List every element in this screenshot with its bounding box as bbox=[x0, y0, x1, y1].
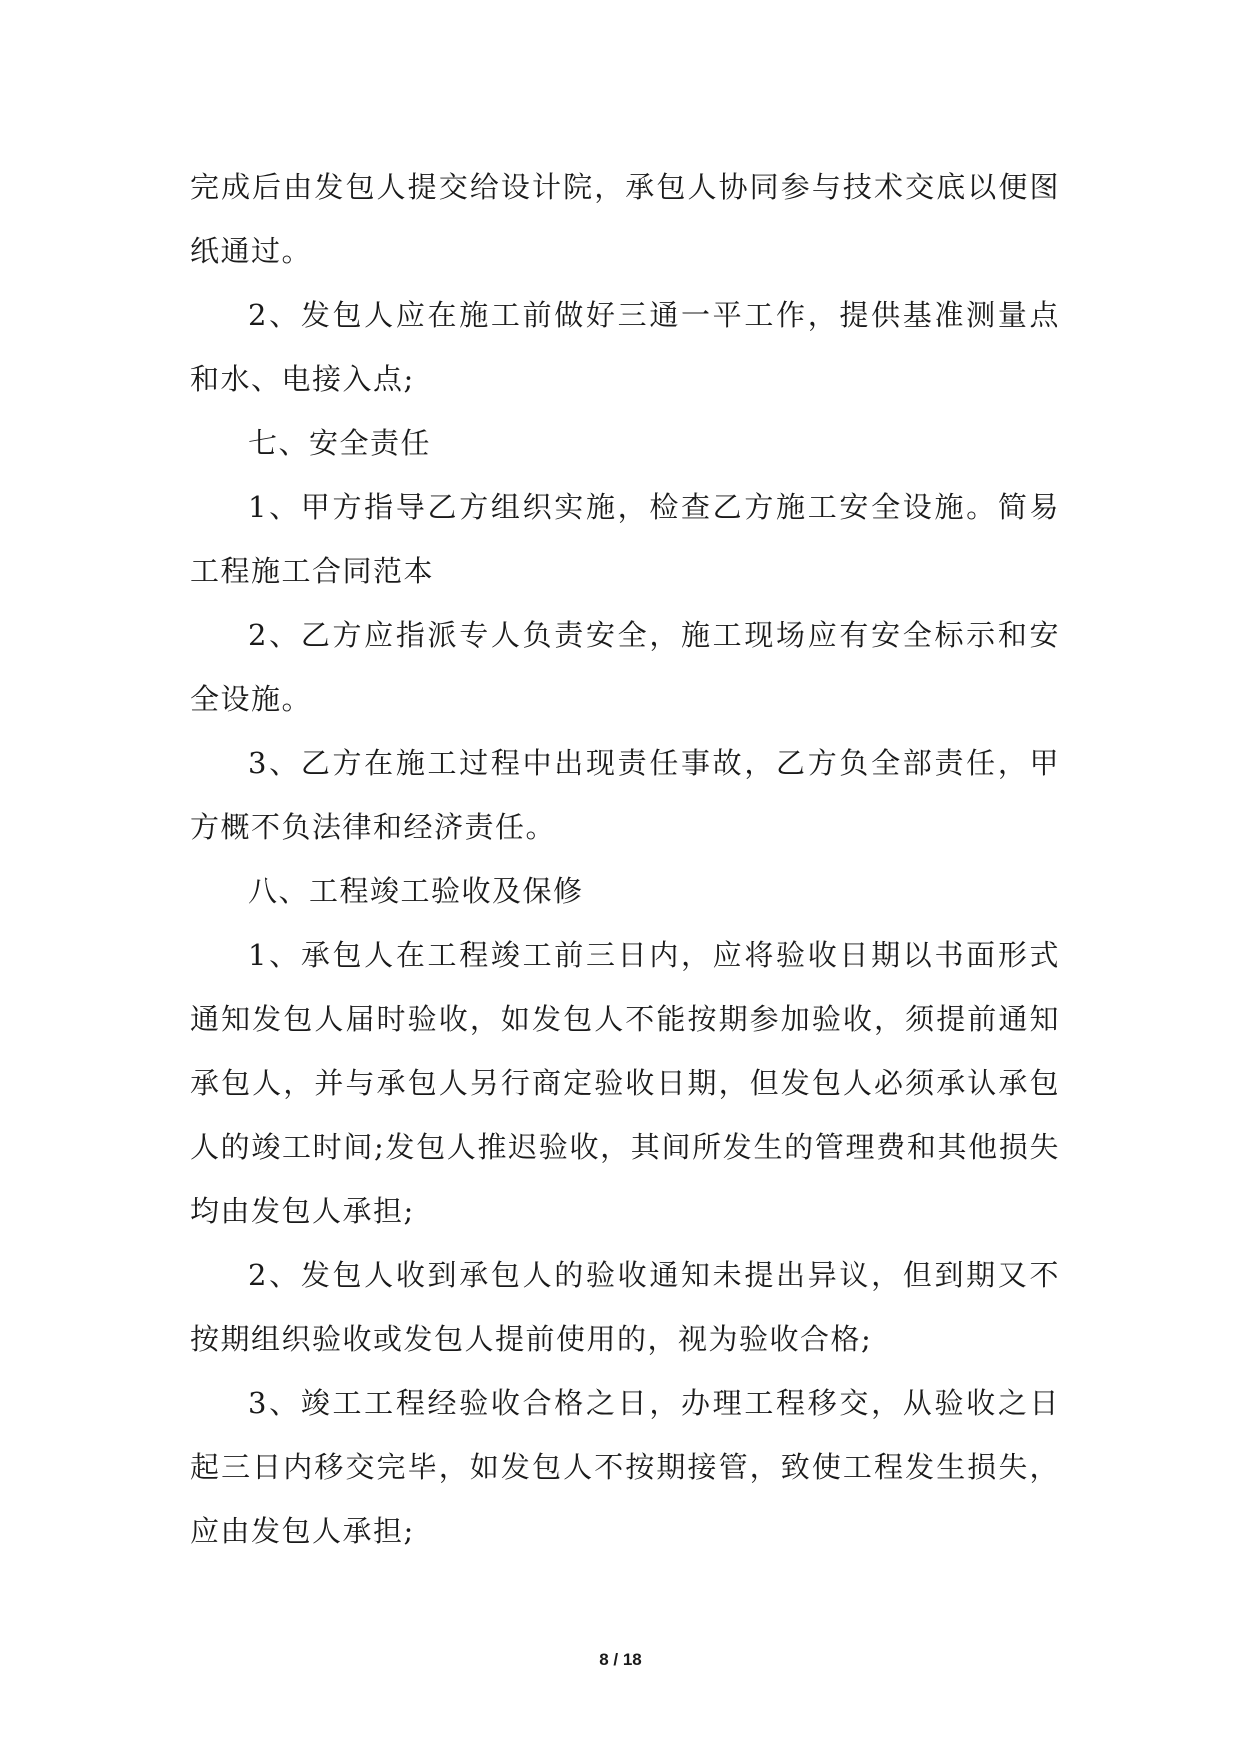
paragraph: 2、乙方应指派专人负责安全，施工现场应有安全标示和安全设施。 bbox=[190, 618, 1060, 716]
section-heading: 七、安全责任 bbox=[248, 426, 432, 460]
section-heading: 八、工程竣工验收及保修 bbox=[248, 874, 584, 908]
paragraph: 2、发包人应在施工前做好三通一平工作，提供基准测量点和水、电接入点; bbox=[190, 298, 1060, 396]
paragraph: 1、承包人在工程竣工前三日内，应将验收日期以书面形式通知发包人届时验收，如发包人不能按期参加验收，须提前通知承包人，并与承包人另行商定验收日期，但发包人必须承认承包人的竣工时间;发包人推迟验收，其间所发生的管理费和其他损失均由发包人承担; bbox=[190, 938, 1060, 1228]
paragraph: 3、竣工工程经验收合格之日，办理工程移交，从验收之日起三日内移交完毕，如发包人不按期接管，致使工程发生损失，应由发包人承担; bbox=[190, 1386, 1060, 1548]
paragraph: 2、发包人收到承包人的验收通知未提出异议，但到期又不按期组织验收或发包人提前使用的，视为验收合格; bbox=[190, 1258, 1060, 1356]
paragraph: 1、甲方指导乙方组织实施，检查乙方施工安全设施。简易工程施工合同范本 bbox=[190, 490, 1060, 588]
paragraph: 3、乙方在施工过程中出现责任事故，乙方负全部责任，甲方概不负法律和经济责任。 bbox=[190, 746, 1060, 844]
document-body bbox=[190, 155, 1060, 1563]
page-number: 8 / 18 bbox=[599, 1650, 642, 1669]
paragraph: 完成后由发包人提交给设计院，承包人协同参与技术交底以便图纸通过。 bbox=[190, 170, 1060, 268]
